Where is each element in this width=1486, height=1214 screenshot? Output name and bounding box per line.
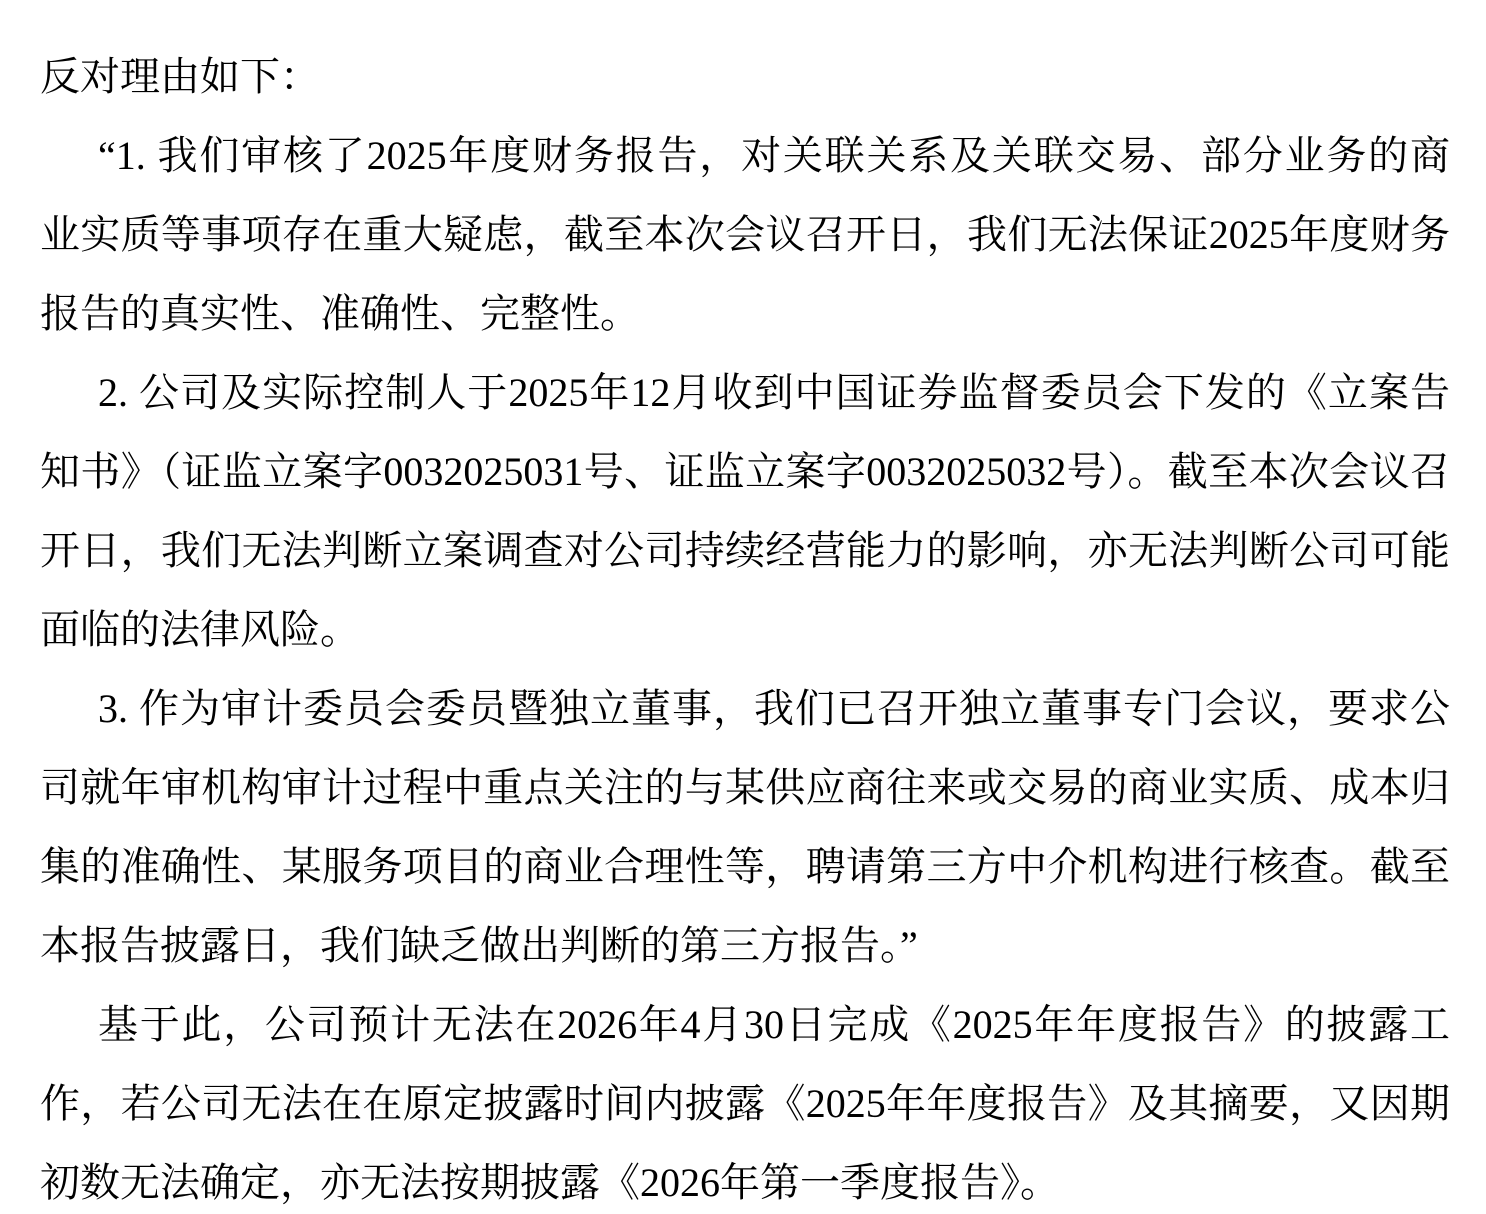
text-line: 业实质等事项存在重大疑虑，截至本次会议召开日，我们无法保证2025年度财务 bbox=[40, 212, 1450, 257]
text-line: 基于此，公司预计无法在2026年4月30日完成《2025年年度报告》的披露工 bbox=[98, 1002, 1450, 1047]
text-line: 3. 作为审计委员会委员暨独立董事，我们已召开独立董事专门会议，要求公 bbox=[98, 686, 1450, 731]
text-line: 作，若公司无法在在原定披露时间内披露《2025年年度报告》及其摘要，又因期 bbox=[40, 1081, 1450, 1126]
text-line: 2. 公司及实际控制人于2025年12月收到中国证券监督委员会下发的《立案告 bbox=[98, 370, 1450, 415]
text-line: 反对理由如下： bbox=[40, 54, 320, 99]
text-line: 本报告披露日，我们缺乏做出判断的第三方报告。” bbox=[40, 923, 918, 968]
text-line: 开日，我们无法判断立案调查对公司持续经营能力的影响，亦无法判断公司可能 bbox=[40, 528, 1450, 573]
text-line: 司就年审机构审计过程中重点关注的与某供应商往来或交易的商业实质、成本归 bbox=[40, 765, 1450, 810]
text-line: “1. 我们审核了2025年度财务报告，对关联关系及关联交易、部分业务的商 bbox=[98, 133, 1450, 178]
text-line: 面临的法律风险。 bbox=[40, 607, 360, 652]
text-line: 知书》（证监立案字0032025031号、证监立案字0032025032号）。截至本次会议召 bbox=[40, 449, 1450, 494]
text-line: 初数无法确定，亦无法按期披露《2026年第一季度报告》。 bbox=[40, 1160, 1060, 1205]
text-line: 报告的真实性、准确性、完整性。 bbox=[40, 291, 640, 336]
text-line: 集的准确性、某服务项目的商业合理性等，聘请第三方中介机构进行核查。截至 bbox=[40, 844, 1450, 889]
